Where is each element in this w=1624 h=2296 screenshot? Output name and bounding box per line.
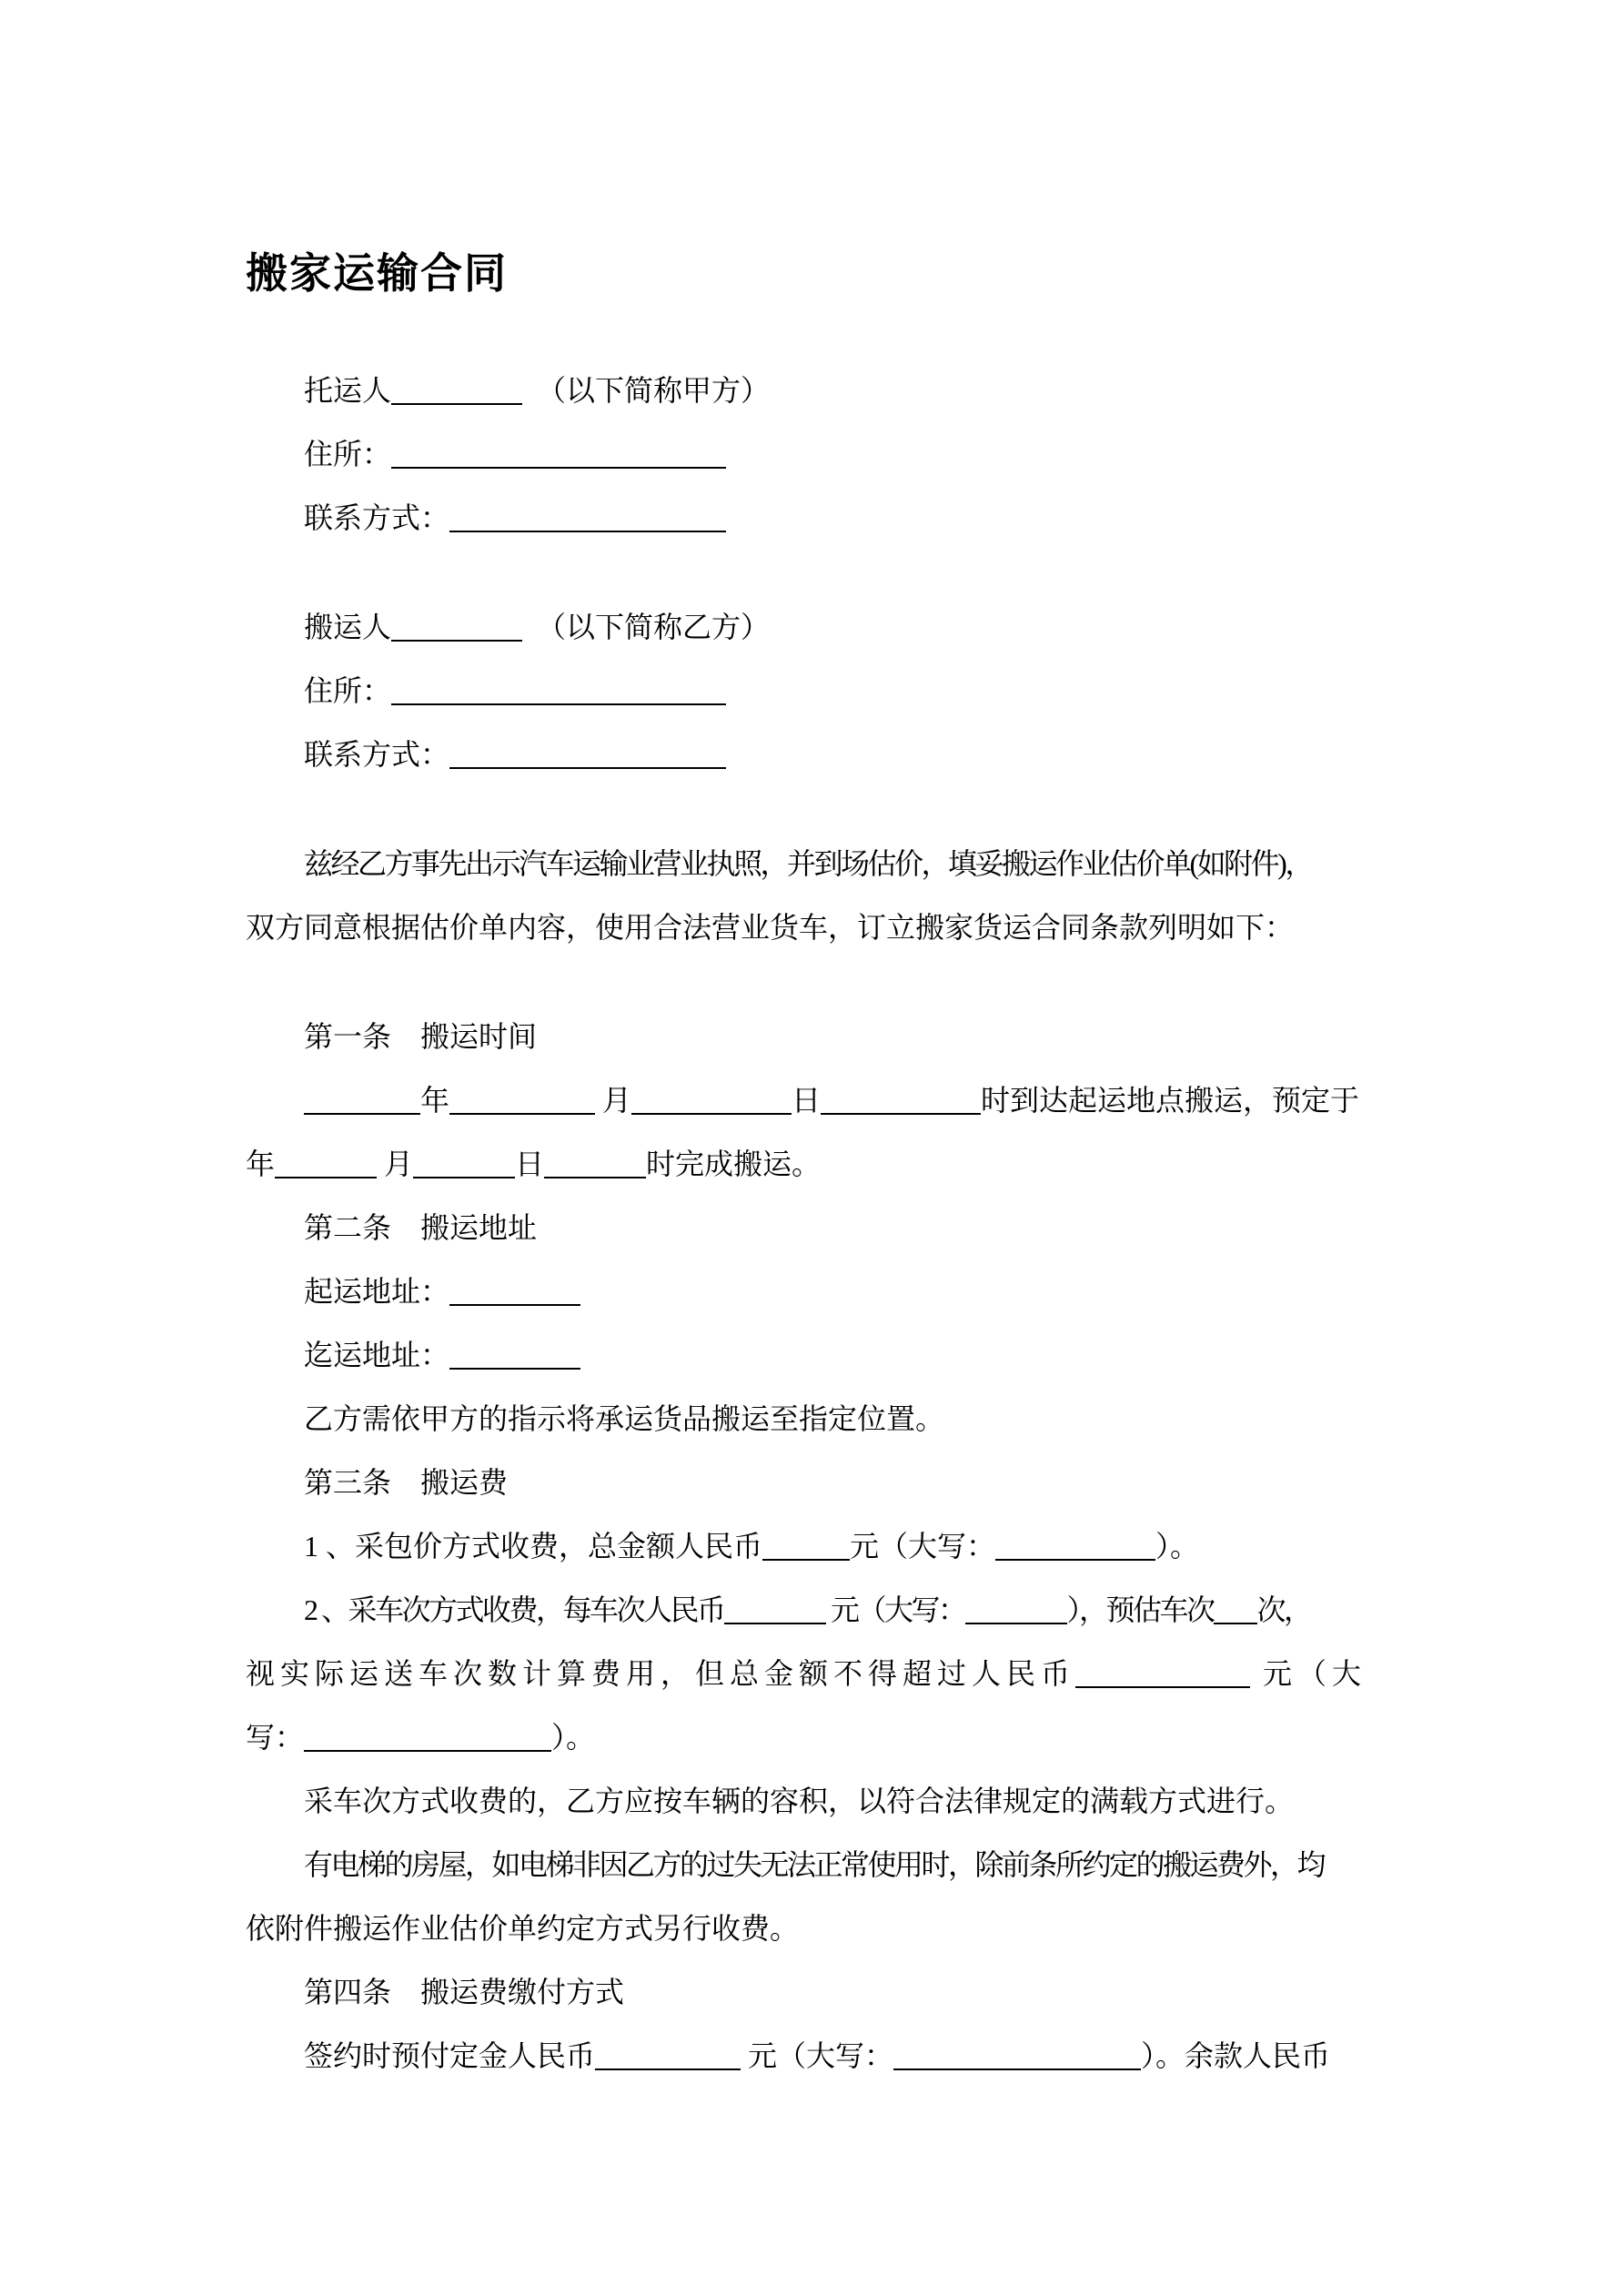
text-segment: 起运地址： xyxy=(304,1275,450,1308)
elevator-clause-line-2 xyxy=(246,1896,1380,1960)
blank-field xyxy=(1214,1596,1257,1624)
text-segment: 搬运人 xyxy=(304,611,392,643)
blank-field xyxy=(1075,1660,1250,1688)
blank-field xyxy=(413,1150,515,1178)
text-segment: 住所： xyxy=(304,674,392,707)
article-1-start-time-line xyxy=(246,1068,1380,1132)
fee-per-trip-cont-line-1 xyxy=(246,1642,1380,1705)
text-segment: ）。余款人民币 xyxy=(1141,2039,1331,2072)
fee-per-trip-line xyxy=(246,1578,1380,1642)
preamble-line-1 xyxy=(246,832,1380,895)
page-title: 搬家运输合同 xyxy=(246,250,508,297)
text-segment: 年 xyxy=(246,1148,276,1180)
blank-field xyxy=(449,1087,595,1115)
text-segment: 联系方式： xyxy=(304,738,450,771)
blank-field xyxy=(995,1532,1155,1561)
text-segment: 日 xyxy=(792,1084,822,1117)
consignor-contact-line xyxy=(246,486,1380,550)
text-segment: 2 、采车次方式收费，每车次人民币 xyxy=(304,1593,724,1626)
consignor-address-line xyxy=(246,422,1380,486)
blank-field xyxy=(821,1087,981,1115)
blank-field xyxy=(304,1087,420,1115)
blank-line-spacer xyxy=(246,550,1380,595)
text-segment: 元（大写： xyxy=(741,2039,894,2072)
article-1-heading xyxy=(246,1005,1380,1068)
blank-field xyxy=(965,1596,1067,1624)
text-segment: 月 xyxy=(377,1148,414,1180)
text-segment: 采车次方式收费的，乙方应按车辆的容积，以符合法律规定的满载方式进行。 xyxy=(304,1785,1295,1817)
text-segment: （以下简称乙方） xyxy=(522,611,771,643)
blank-field xyxy=(449,741,726,769)
article-2-heading xyxy=(246,1196,1380,1259)
text-segment: ）。 xyxy=(551,1721,596,1754)
text-segment: 第二条 搬运地址 xyxy=(304,1211,538,1244)
fee-lump-sum-line xyxy=(246,1514,1380,1578)
blank-field xyxy=(449,504,726,532)
destination-address-line xyxy=(246,1323,1380,1387)
text-segment: 联系方式： xyxy=(304,501,450,534)
text-segment: 次， xyxy=(1256,1593,1311,1626)
mover-address-line xyxy=(246,659,1380,723)
blank-line-spacer xyxy=(246,786,1380,832)
origin-address-line xyxy=(246,1259,1380,1323)
blank-field xyxy=(893,2042,1141,2070)
blank-field xyxy=(304,1724,551,1752)
text-segment: 1 、采包价方式收费，总金额人民币 xyxy=(304,1530,763,1563)
blank-field xyxy=(724,1596,826,1624)
text-segment: ），预估车次 xyxy=(1066,1593,1214,1626)
text-segment: 第三条 搬运费 xyxy=(304,1466,509,1499)
text-segment: 依附件搬运作业估价单约定方式另行收费。 xyxy=(246,1912,800,1945)
text-segment: 有电梯的房屋，如电梯非因乙方的过失无法正常使用时，除前条所约定的搬运费外，均 xyxy=(304,1848,1325,1881)
text-segment: 日 xyxy=(515,1148,545,1180)
document-body xyxy=(246,359,1380,2088)
text-segment: 时完成搬运。 xyxy=(646,1148,822,1180)
text-segment: 月 xyxy=(595,1084,632,1117)
mover-name-line xyxy=(246,595,1380,659)
fee-per-trip-cont-line-2 xyxy=(246,1705,1380,1769)
blank-field xyxy=(449,1341,580,1370)
blank-field xyxy=(762,1532,850,1561)
text-segment: 兹经乙方事先出示汽车运输业营业执照，并到场估价，填妥搬运作业估价单(如附件)， xyxy=(304,847,1312,880)
text-segment: 第四条 搬运费缴付方式 xyxy=(304,1976,625,2008)
text-segment: （以下简称甲方） xyxy=(522,374,771,407)
text-segment: 双方同意根据估价单内容，使用合法营业货车，订立搬家货运合同条款列明如下： xyxy=(246,911,1295,944)
blank-line-spacer xyxy=(246,959,1380,1005)
blank-field xyxy=(595,2042,741,2070)
text-segment: 时到达起运地点搬运，预定于 xyxy=(981,1084,1360,1117)
text-segment: 元（大写： xyxy=(825,1593,965,1626)
blank-field xyxy=(631,1087,792,1115)
elevator-clause-line-1 xyxy=(246,1833,1380,1896)
text-segment: ）。 xyxy=(1155,1530,1200,1563)
text-segment: 托运人 xyxy=(304,374,392,407)
blank-field xyxy=(391,677,726,705)
text-segment: 写： xyxy=(246,1721,305,1754)
deposit-line xyxy=(246,2024,1380,2088)
text-segment: 元（大写： xyxy=(850,1530,996,1563)
mover-contact-line xyxy=(246,723,1380,786)
text-segment: 迄运地址： xyxy=(304,1339,450,1371)
text-segment: 年 xyxy=(420,1084,450,1117)
text-segment: 乙方需依甲方的指示将承运货品搬运至指定位置。 xyxy=(304,1402,945,1435)
blank-field xyxy=(449,1278,580,1306)
article-2-note-line xyxy=(246,1387,1380,1451)
article-4-heading xyxy=(246,1960,1380,2024)
fee-per-trip-note-line xyxy=(246,1769,1380,1833)
blank-field xyxy=(275,1150,377,1178)
blank-field xyxy=(391,613,522,642)
article-3-heading xyxy=(246,1451,1380,1514)
preamble-line-2 xyxy=(246,895,1380,959)
consignor-name-line xyxy=(246,359,1380,422)
text-segment: 元（大 xyxy=(1250,1657,1367,1690)
text-segment: 视实际运送车次数计算费用，但总金额不得超过人民币 xyxy=(246,1657,1076,1690)
blank-field xyxy=(391,440,726,469)
blank-field xyxy=(391,377,522,405)
text-segment: 签约时预付定金人民币 xyxy=(304,2039,596,2072)
text-segment: 住所： xyxy=(304,438,392,470)
text-segment: 第一条 搬运时间 xyxy=(304,1020,538,1053)
article-1-finish-time-line xyxy=(246,1132,1380,1196)
blank-field xyxy=(544,1150,646,1178)
